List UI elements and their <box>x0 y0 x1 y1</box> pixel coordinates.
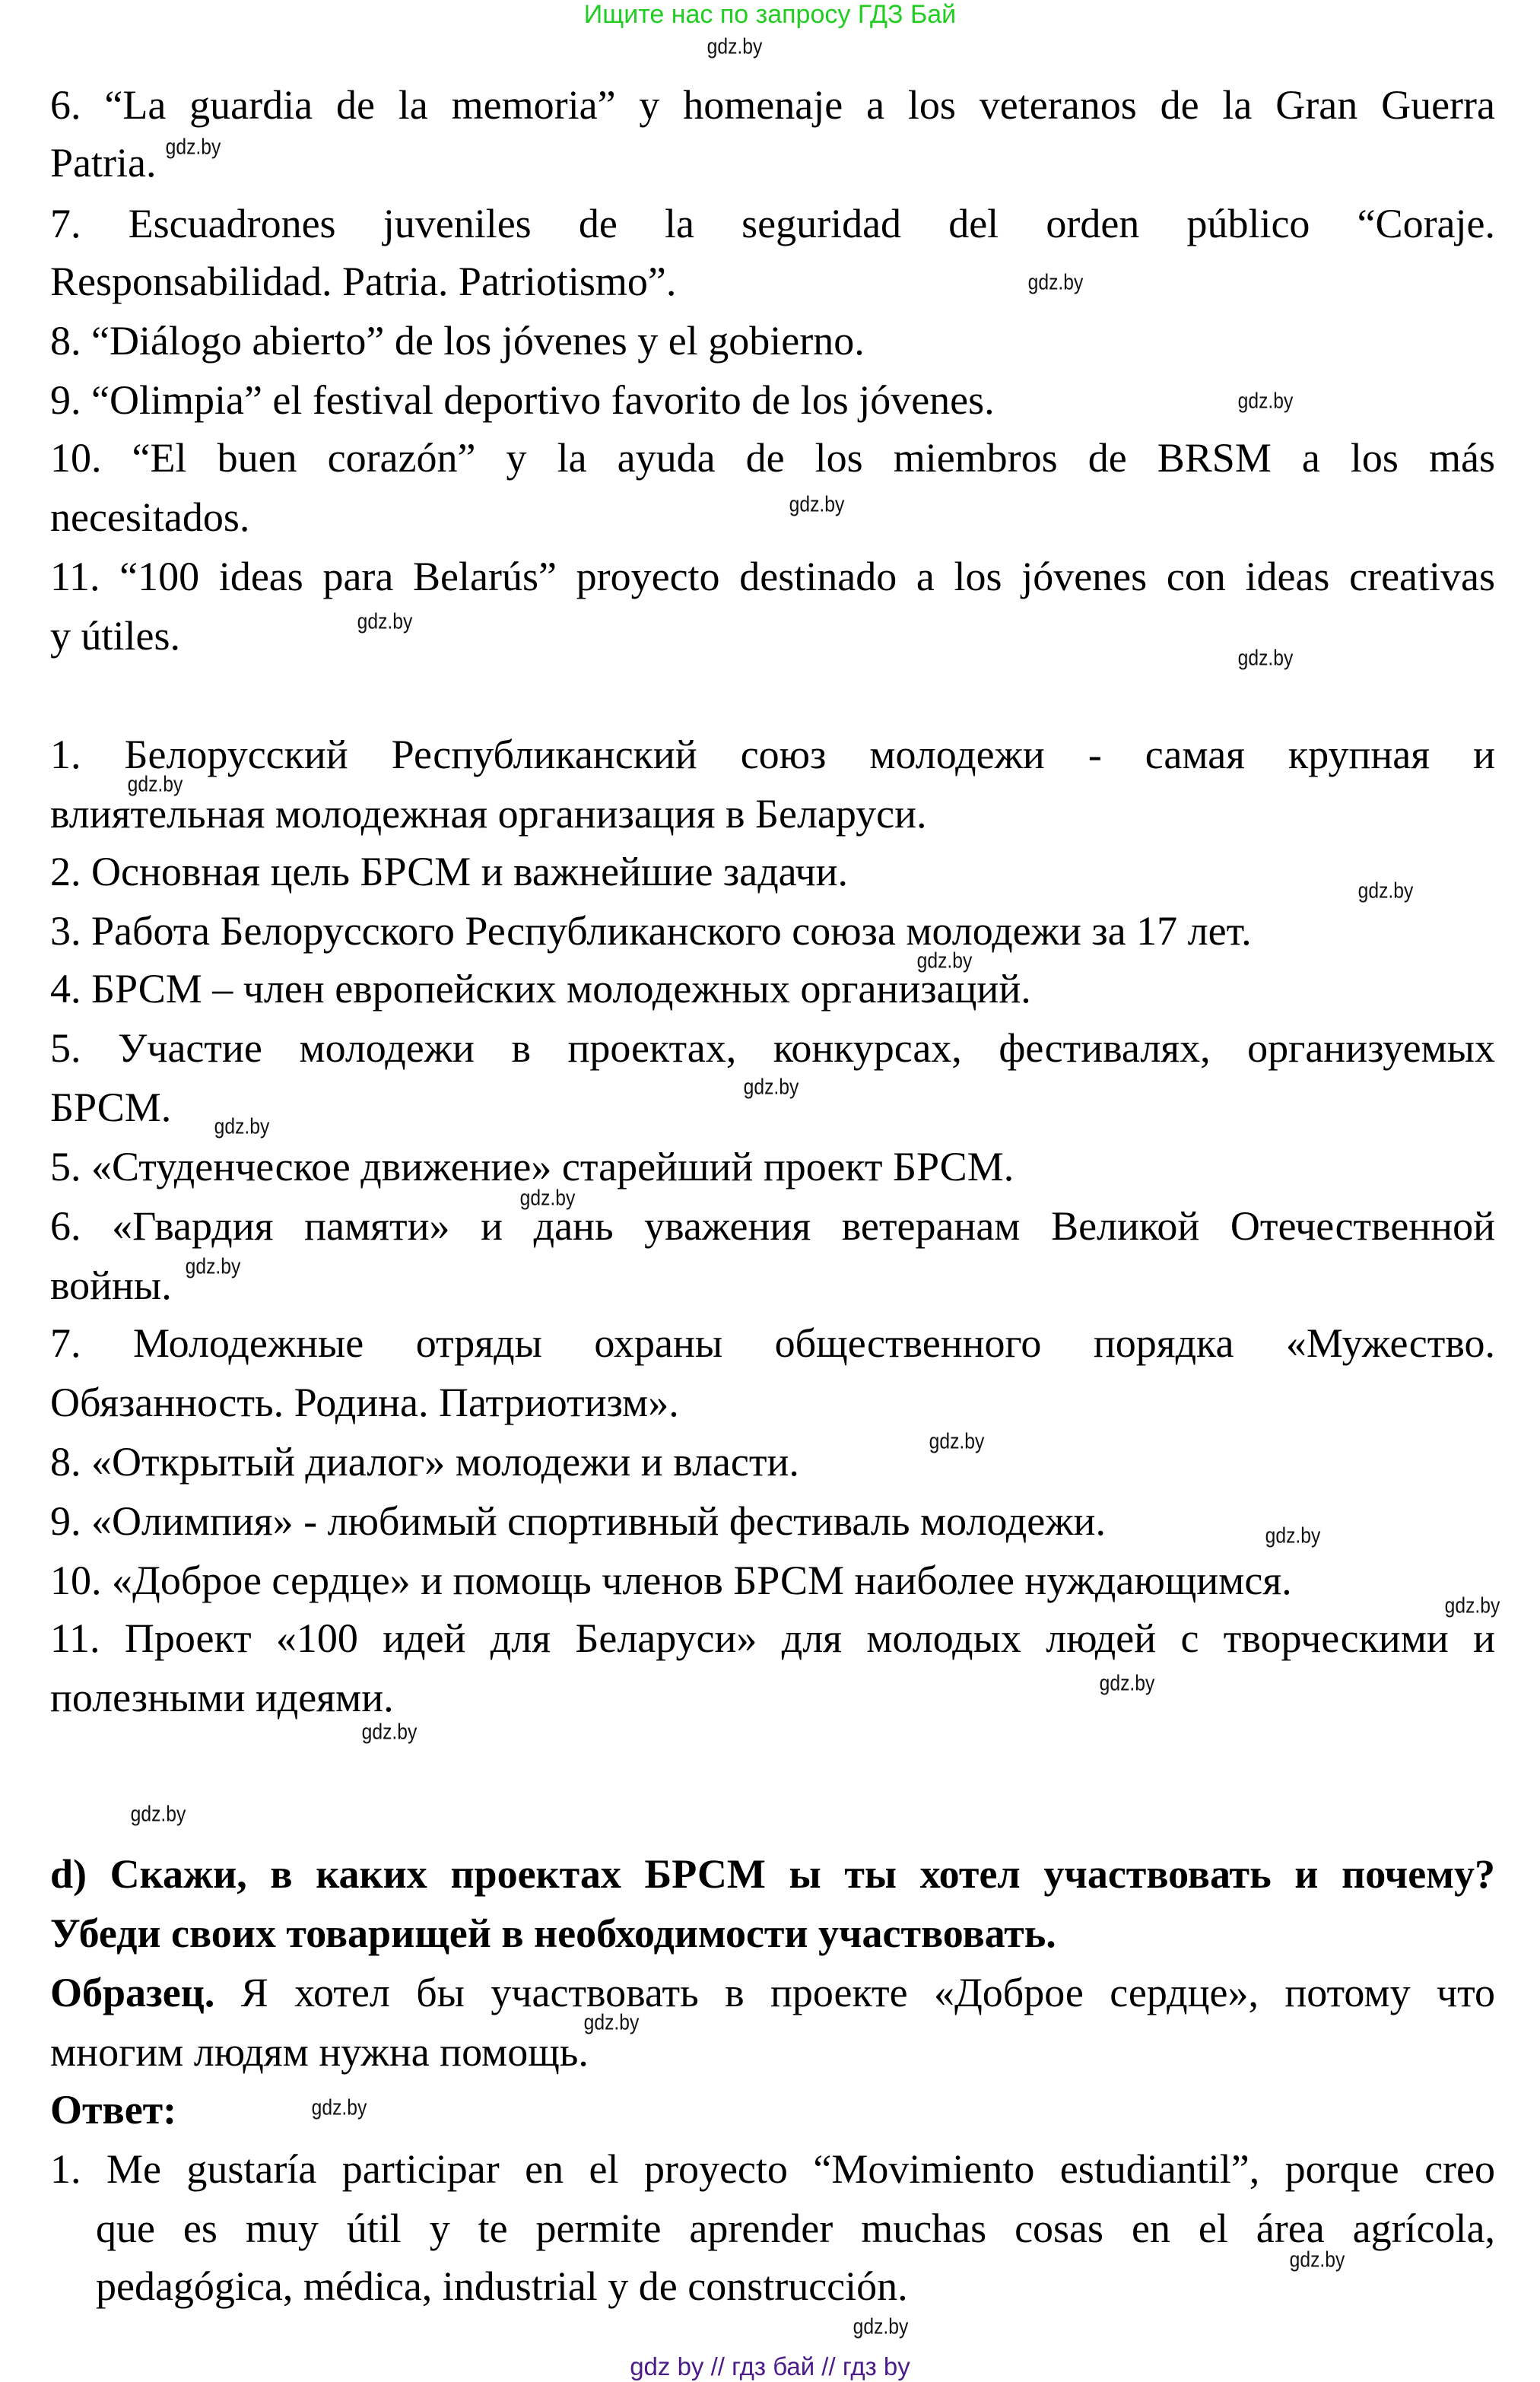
watermark: gdz.by <box>929 1429 985 1454</box>
bold-text: Убеди своих товарищей в необходимости участвовать. <box>50 1910 1056 1956</box>
text-line <box>50 2022 1495 2082</box>
watermark: gdz.by <box>1265 1523 1321 1548</box>
heading-line <box>50 2080 1495 2139</box>
text-line <box>96 2257 1495 2316</box>
watermark: gdz.by <box>357 609 413 634</box>
watermark: gdz.by <box>789 492 845 517</box>
line-text: Responsabilidad. Patria. Patriotismo”. <box>50 259 677 304</box>
line-text: 7. Молодежные отряды охраны общественного порядка «Мужество. <box>50 1320 1495 1366</box>
watermark: gdz.by <box>185 1254 241 1279</box>
text-line <box>50 75 1495 135</box>
line-text: 8. “Diálogo abierto” de los jóvenes y el gobierno. <box>50 318 865 364</box>
line-text: 10. «Доброе сердце» и помощь членов БРСМ наиболее нуждающимся. <box>50 1558 1292 1603</box>
watermark: gdz.by <box>361 1720 418 1745</box>
text-line <box>50 725 1495 784</box>
text-line <box>50 428 1495 488</box>
footer-links[interactable]: gdz by // гдз бай // гдз by <box>630 2352 910 2380</box>
line-text: 9. «Олимпия» - любимый спортивный фестиваль молодежи. <box>50 1498 1106 1544</box>
line-text: 6. “La guardia de la memoria” y homenaje a los veteranos de la Gran Guerra <box>50 82 1495 128</box>
watermark: gdz.by <box>130 1802 186 1827</box>
text-line <box>96 2199 1495 2258</box>
text-line <box>50 1609 1495 1668</box>
line-text: войны. <box>50 1262 172 1308</box>
line-text: 1. Me gustaría participar en el proyecto “Movimiento estudiantil”, porque creo <box>50 2146 1495 2192</box>
line-text: 5. «Студенческое движение» старейший проект БРСМ. <box>50 1144 1014 1189</box>
line-text: 11. Проект «100 идей для Беларуси» для молодых людей с творческими и <box>50 1615 1495 1661</box>
line-text: Patria. <box>50 140 157 186</box>
line-text: 3. Работа Белорусского Республиканского союза молодежи за 17 лет. <box>50 908 1252 954</box>
bold-text: Ответ: <box>50 2087 177 2133</box>
line-text: 2. Основная цель БРСМ и важнейшие задачи. <box>50 849 849 894</box>
text-line <box>50 1256 1495 1315</box>
line-text: necesitados. <box>50 494 250 540</box>
watermark: gdz.by <box>706 34 763 59</box>
watermark: gdz.by <box>127 772 183 797</box>
text-line <box>50 488 1495 547</box>
watermark: gdz.by <box>1289 2247 1345 2272</box>
line-text: 1. Белорусский Республиканский союз молодежи - самая крупная и <box>50 732 1495 777</box>
line-text: 8. «Открытый диалог» молодежи и власти. <box>50 1439 799 1485</box>
watermark: gdz.by <box>311 2095 367 2120</box>
watermark: gdz.by <box>1027 270 1084 295</box>
watermark: gdz.by <box>214 1114 270 1139</box>
watermark: gdz.by <box>519 1186 576 1211</box>
text-line <box>50 1373 1495 1432</box>
line-text: БРСМ. <box>50 1085 172 1130</box>
watermark: gdz.by <box>1099 1671 1155 1696</box>
line-text: 4. БРСМ – член европейских молодежных организаций. <box>50 966 1031 1012</box>
text-line <box>50 194 1495 253</box>
watermark: gdz.by <box>1237 389 1294 414</box>
text-line <box>50 1196 1495 1256</box>
watermark: gdz.by <box>853 2314 909 2339</box>
line-text: 10. “El buen corazón” y la ayuda de los miembros de BRSM a los más <box>50 435 1495 481</box>
line-text: влиятельная молодежная организация в Беларуси. <box>50 791 927 837</box>
heading-line <box>50 1904 1495 1963</box>
text-line <box>50 1018 1495 1078</box>
line-text: 5. Участие молодежи в проектах, конкурсах, фестивалях, организуемых <box>50 1025 1495 1071</box>
line-text: y útiles. <box>50 613 180 659</box>
text-line <box>50 901 1495 961</box>
line-text: Я хотел бы участвовать в проекте «Доброе сердце», потому что <box>214 1970 1495 2015</box>
text-line <box>50 842 1495 901</box>
line-text: que es muy útil y te permite aprender muchas cosas en el área agrícola, <box>96 2206 1495 2251</box>
line-text: 11. “100 ideas para Belarús” proyecto destinado a los jóvenes con ideas creativas <box>50 554 1495 599</box>
bold-text: d) Скажи, в каких проектах БРСМ ы ты хотел участвовать и почему? <box>50 1851 1495 1897</box>
line-text: полезными идеями. <box>50 1675 394 1720</box>
line-text: pedagógica, médica, industrial y de construcción. <box>96 2263 908 2309</box>
text-line <box>50 133 1495 192</box>
text-line <box>50 1313 1495 1373</box>
bold-text: Образец. <box>50 1970 215 2015</box>
line-text: 7. Escuadrones juveniles de la seguridad del orden público “Coraje. <box>50 201 1495 246</box>
line-text: многим людям нужна помощь. <box>50 2029 589 2075</box>
text-line <box>50 1137 1495 1196</box>
search-banner: Ищите нас по запросу ГДЗ Бай <box>583 0 957 29</box>
line-text: 9. “Olimpia” el festival deportivo favorito de los jóvenes. <box>50 377 995 423</box>
text-line <box>50 784 1495 843</box>
text-line <box>50 547 1495 606</box>
watermark: gdz.by <box>165 135 221 160</box>
watermark: gdz.by <box>916 948 973 973</box>
text-line <box>50 1429 1495 1491</box>
heading-line <box>50 1844 1495 1904</box>
text-line <box>50 1963 1495 2022</box>
text-line <box>50 959 1495 1018</box>
text-line <box>50 1551 1495 1610</box>
line-text: 6. «Гвардия памяти» и дань уважения ветеранам Великой Отечественной <box>50 1203 1495 1249</box>
watermark: gdz.by <box>1357 878 1414 904</box>
watermark: gdz.by <box>743 1075 799 1100</box>
text-line <box>50 252 1495 311</box>
text-line <box>50 311 1495 370</box>
text-line <box>50 2139 1495 2199</box>
text-line <box>50 1668 1495 1727</box>
watermark: gdz.by <box>1237 646 1294 671</box>
line-text: Обязанность. Родина. Патриотизм». <box>50 1380 679 1425</box>
watermark: gdz.by <box>583 2010 640 2035</box>
watermark: gdz.by <box>1444 1593 1500 1618</box>
